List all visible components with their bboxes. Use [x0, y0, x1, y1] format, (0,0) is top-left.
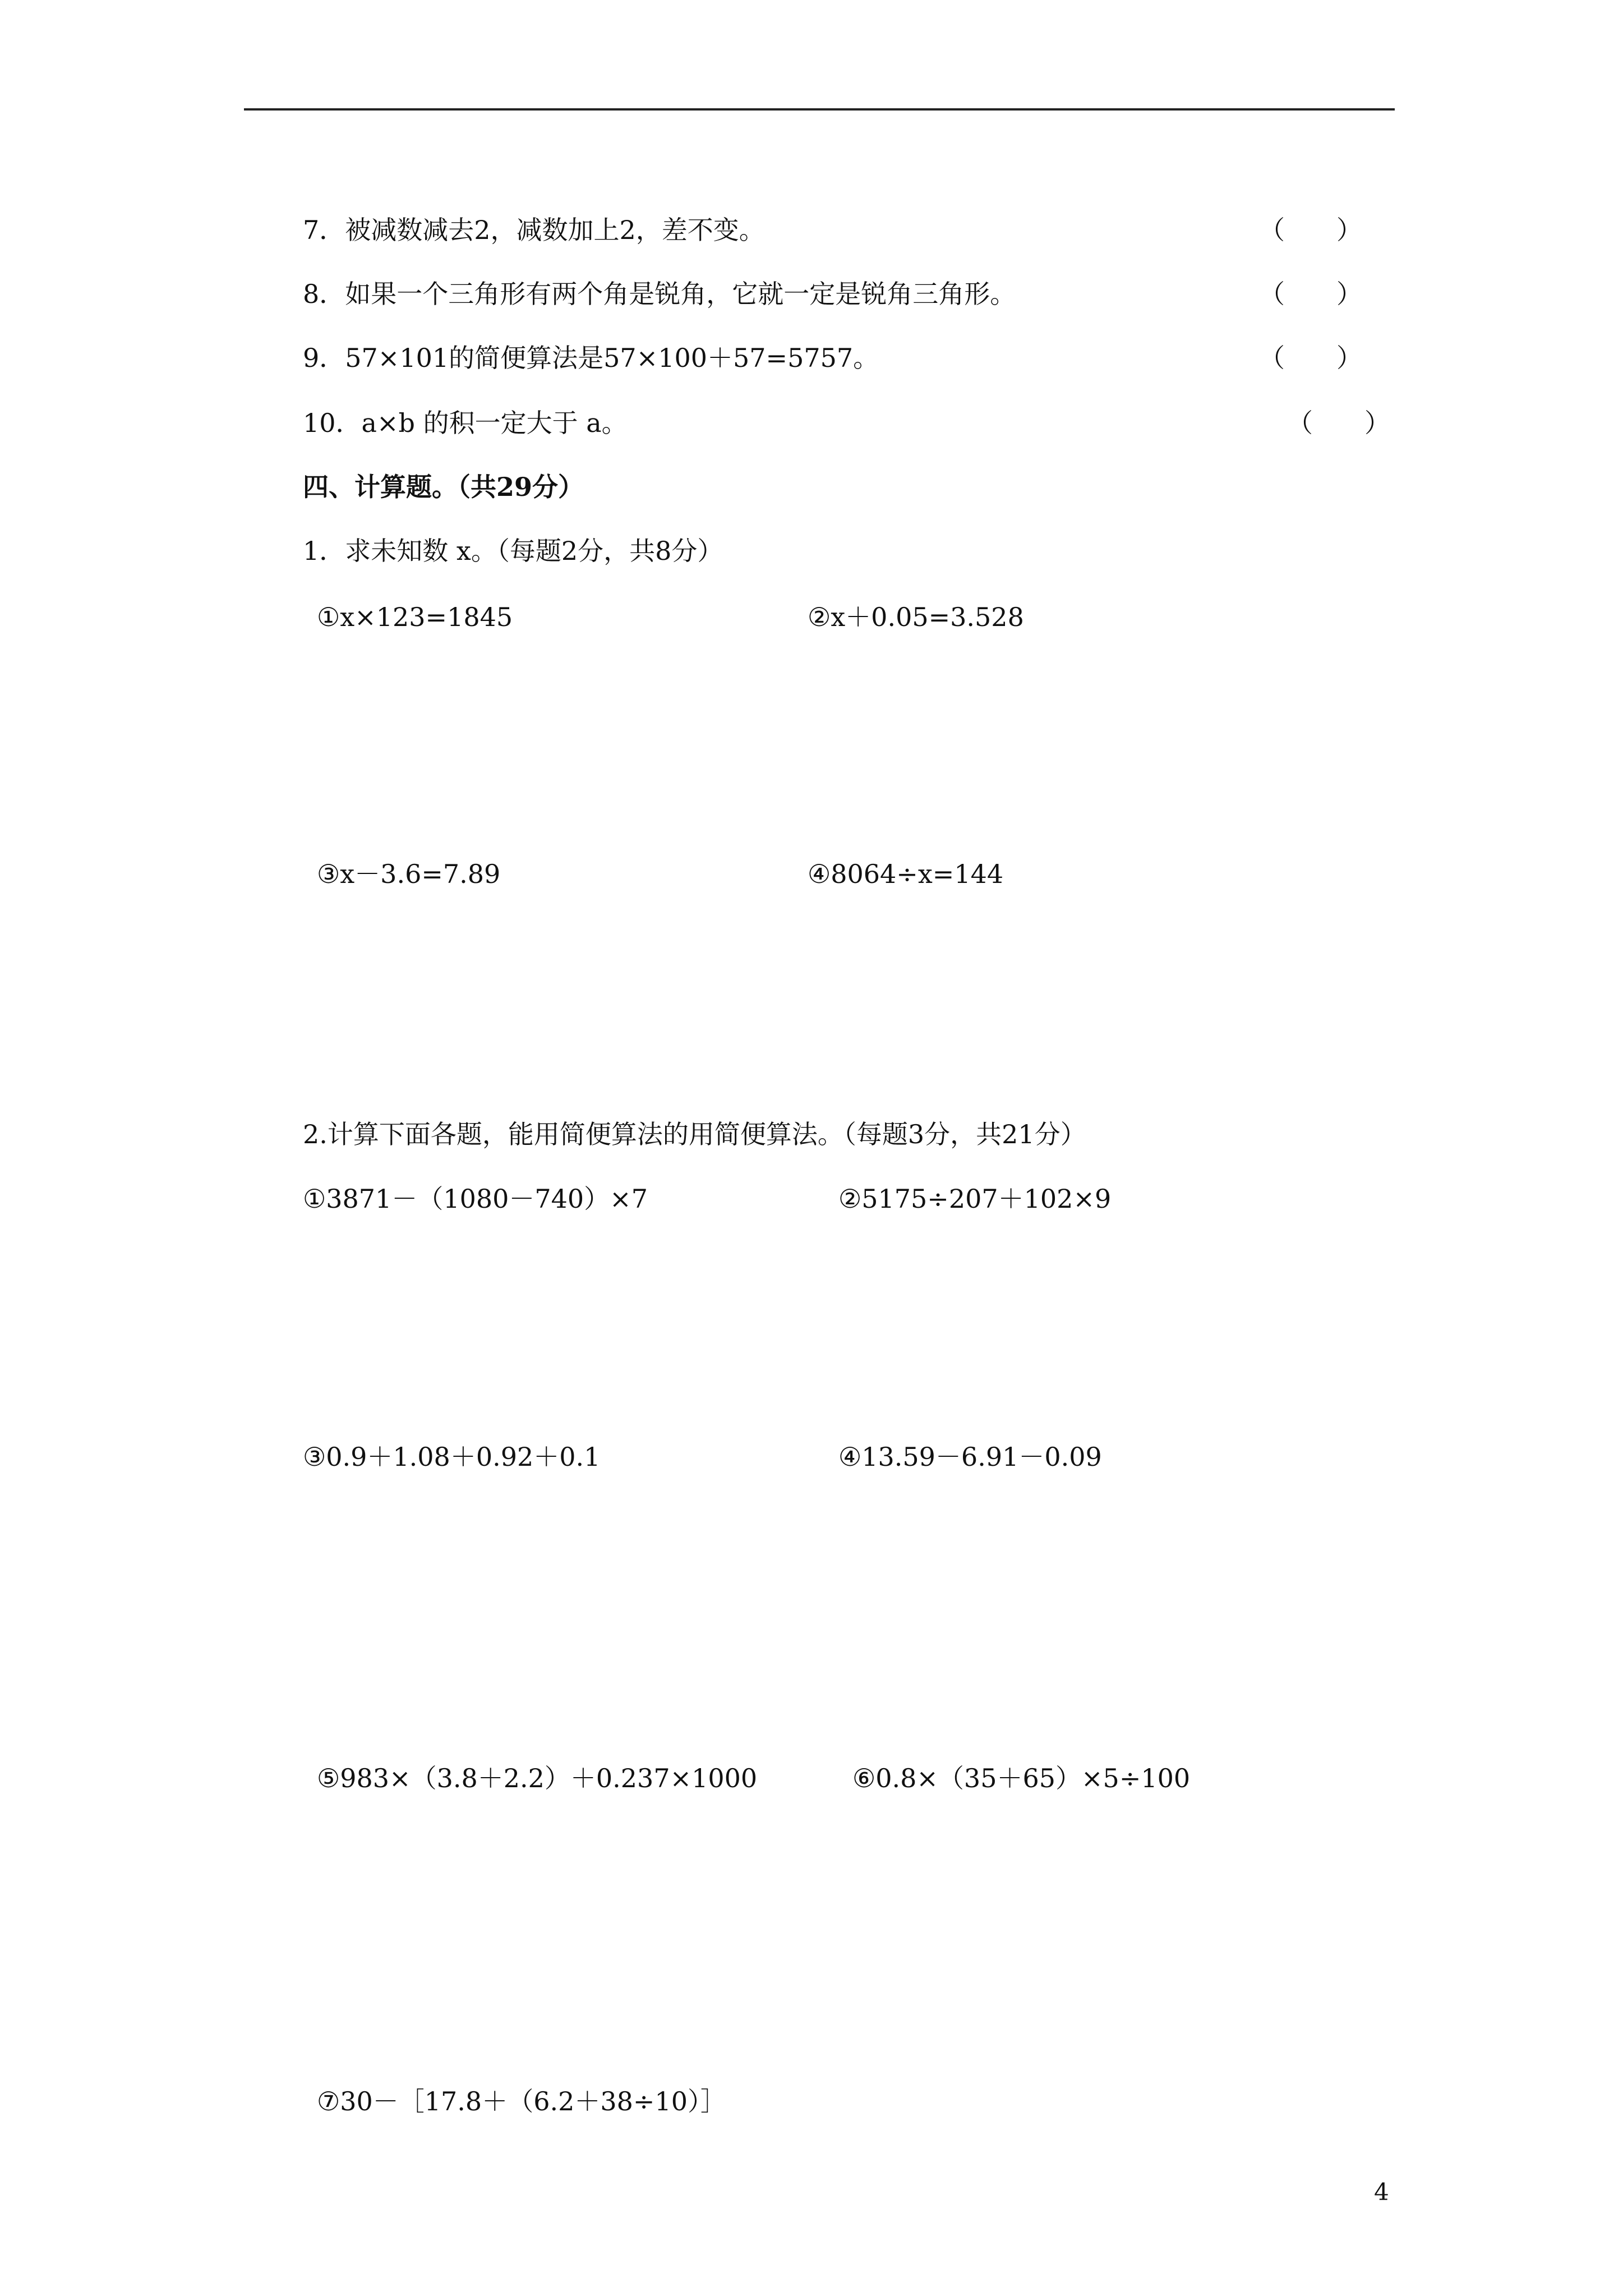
- judgement-item-8: 8．如果一个三角形有两个角是锐角，它就一定是锐角三角形。: [303, 279, 1016, 309]
- calc-7: ⑦30－［17.8＋（6.2＋38÷10）］: [317, 2086, 726, 2116]
- judgement-item-7: 7．被减数减去2，减数加上2，差不变。: [303, 215, 765, 245]
- equation-1: ①x×123=1845: [317, 602, 513, 632]
- calc-6: ⑥0.8×（35＋65）×5÷100: [852, 1763, 1191, 1793]
- header-rule: [244, 108, 1395, 111]
- equation-3: ③x－3.6=7.89: [317, 859, 501, 889]
- part1-title: 1．求未知数 x。（每题2分，共8分）: [303, 536, 723, 566]
- equation-4: ④8064÷x=144: [808, 859, 1004, 889]
- part2-title: 2.计算下面各题，能用简便算法的用简便算法。（每题3分，共21分）: [303, 1119, 1086, 1149]
- calc-3: ③0.9＋1.08＋0.92＋0.1: [303, 1442, 601, 1472]
- calc-1: ①3871－（1080－740）×7: [303, 1184, 648, 1214]
- judgement-item-9: 9．57×101的简便算法是57×100＋57=5757。: [303, 343, 879, 373]
- section-title: 四、计算题。（共29分）: [303, 472, 584, 502]
- calc-5: ⑤983×（3.8＋2.2）＋0.237×1000: [317, 1763, 758, 1793]
- calc-4: ④13.59－6.91－0.09: [838, 1442, 1102, 1472]
- answer-blank-8[interactable]: （ ）: [1259, 279, 1362, 309]
- page-number: 4: [1374, 2178, 1389, 2206]
- answer-blank-10[interactable]: （ ）: [1287, 408, 1390, 438]
- equation-2: ②x＋0.05=3.528: [808, 602, 1024, 632]
- calc-2: ②5175÷207＋102×9: [838, 1184, 1112, 1214]
- judgement-item-10: 10．a×b 的积一定大于 a。: [303, 408, 628, 438]
- answer-blank-7[interactable]: （ ）: [1259, 215, 1362, 245]
- answer-blank-9[interactable]: （ ）: [1259, 343, 1362, 373]
